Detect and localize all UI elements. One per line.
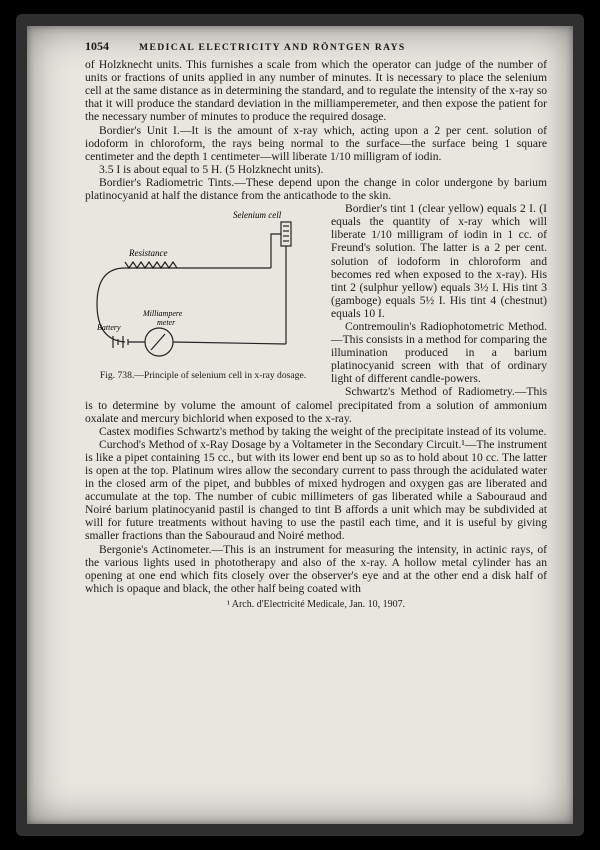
paragraph-curchod: Curchod's Method of x-Ray Dosage by a Voltameter in the Secondary Circuit.¹—The instrument is like a pipet containing 15 cc., but with its lower end bent up so as to hold about 10 cc. The latter is open at the top. Platinum wires allow the secondary current to pass through the acidulated water in the closed arm of the pipet, and bubbles of mixed hydrogen and oxygen gas are liberated and accumulate at the top. The number of cubic millimeters of gas liberated while a Sabouraud and Noiré barium platinocyanid pastil is changed to tint B affords a unit which may be subdivided at will for future treatments without having to use the pastil each time, and it is useful by giving smaller fractions than the Sabouraud and Noiré method. — [85, 437, 547, 543]
paragraph-bordier-tints: Bordier's tint 1 (clear yellow) equals 2 I. (I equals the quantity of x-ray which will liberate 1/10 milligram of iodin in 1 cc. of Freund's solution. The latter is a 2 per cent. solution of iodoform in chloroform and becomes red when exposed to the x-ray). His tint 2 (sulphur yellow) equals 3½ I. His tint 3 (gamboge) equals 5½ I. His tint 4 (chestnut) equals 10 I. — [331, 202, 547, 320]
paragraph-equivalence: 3.5 I is about equal to 5 H. (5 Holzknecht units). — [99, 162, 324, 176]
page-number: 1054 — [85, 39, 109, 53]
footnote: ¹ Arch. d'Electricité Medicale, Jan. 10, 1907. — [226, 598, 406, 610]
resistance-label: Resistance — [129, 248, 168, 259]
running-title: MEDICAL ELECTRICITY AND RÖNTGEN RAYS — [139, 42, 406, 53]
paragraph-radiometric-tints: Bordier's Radiometric Tints.—These depend upon the change in color undergone by barium platinocyanid at half the distance from the anticathode to the skin. — [85, 175, 547, 203]
page-content — [85, 40, 547, 611]
selenium-cell-figure — [85, 204, 321, 392]
resistor-symbol — [125, 262, 177, 268]
milliampere-label: Milliampere — [143, 309, 183, 319]
paragraph-holzknecht: of Holzknecht units. This furnishes a scale from which the operator can judge of the number of units or fractions of units applied in any number of minutes. It is necessary to place the selenium cell at the same distance as in determining the standard, and to regulate the intensity of the x-ray so that it will produce the standard deviation in the milliamperemeter, and then expose the patient for the necessary number of minutes to produce the required dosage. — [85, 58, 547, 124]
figure-caption: Fig. 738.—Principle of selenium cell in x-ray dosage. — [99, 370, 307, 382]
paragraph-contremoulin: Contremoulin's Radiophotometric Method.—This consists in a method for comparing the illumination produced in a barium platinocyanid screen with that of ordinary light of different candle-powers. — [331, 319, 547, 386]
milliamperemeter-symbol — [145, 328, 173, 356]
book-page — [27, 26, 573, 824]
battery-label: Battery — [97, 323, 121, 333]
paragraph-bordier-unit: Bordier's Unit I.—It is the amount of x-ray which, acting upon a 2 per cent. solution of iodoform in chloroform, the rays being normal to the surface—the surface being 1 square centimeter and the depth 1 centimeter—will liberate 1/10 milligram of iodin. — [85, 123, 547, 163]
page-header — [85, 40, 547, 54]
circuit-diagram — [85, 204, 321, 369]
meter-label: meter — [157, 318, 176, 328]
selenium-label: Selenium cell — [233, 210, 282, 221]
paragraph-schwartz: Schwartz's Method of Radiometry.—This is to determine by volume the amount of calomel precipitated from a solution of ammonium oxalate and mercury bichlorid when exposed to the x-ray. — [85, 385, 547, 425]
paragraph-castex: Castex modifies Schwartz's method by taking the weight of the precipitate instead of its volume. — [99, 424, 547, 438]
paragraph-bergonie: Bergonie's Actinometer.—This is an instrument for measuring the intensity, in actinic rays, of the various lights used in phototherapy and also of the x-ray. A hollow metal cylinder has an opening at one end which fits closely over the observer's eye and at the other end a disk half of which is opaque and black, the other half being coated with — [85, 542, 547, 595]
